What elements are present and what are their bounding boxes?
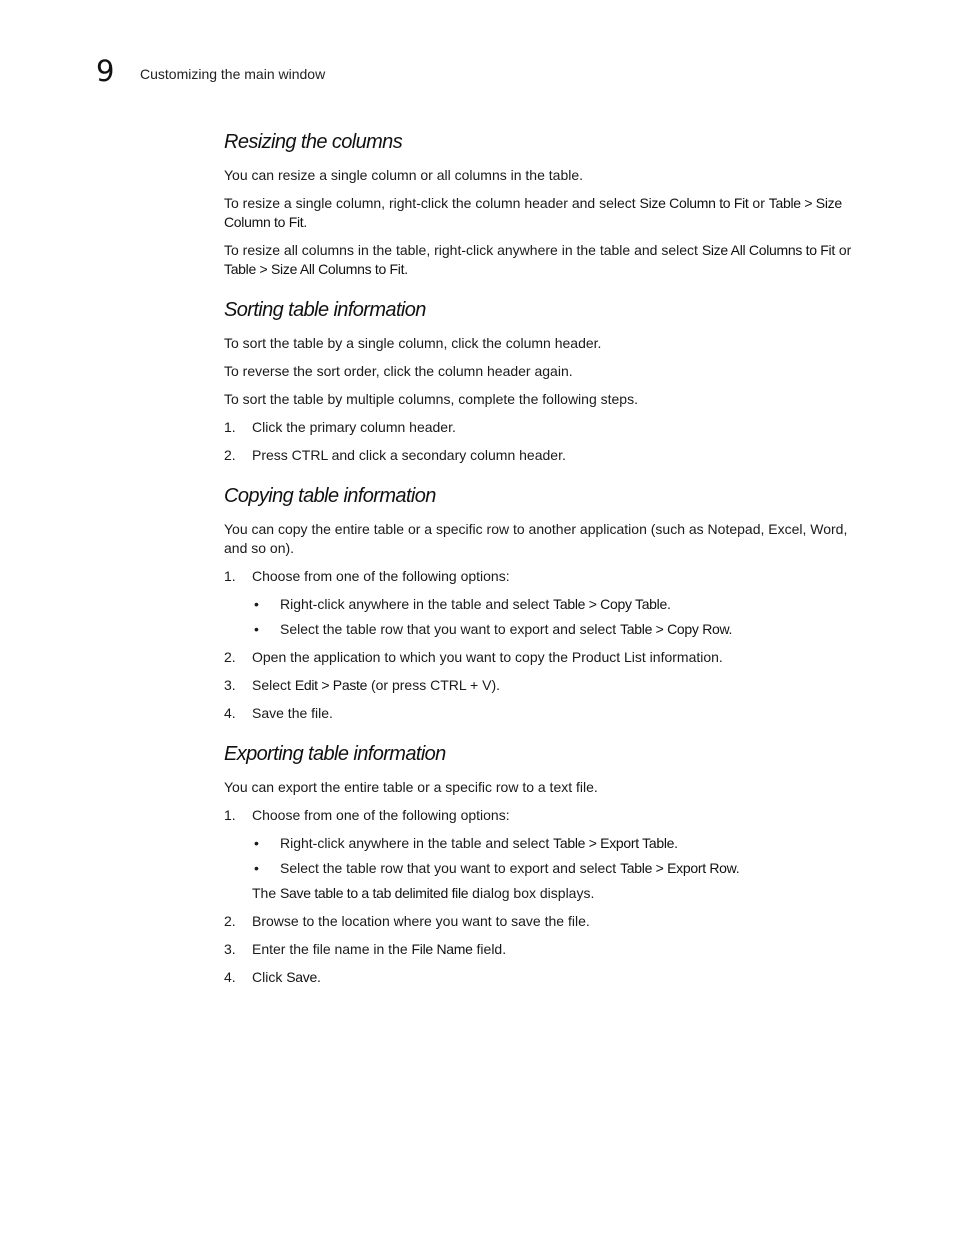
list-item bbox=[252, 620, 874, 639]
text: Select the table row that you want to export and select bbox=[280, 621, 621, 637]
text: (or press CTRL + V). bbox=[367, 677, 500, 693]
paragraph bbox=[224, 241, 874, 279]
step-number: 2. bbox=[224, 649, 236, 665]
steps-list bbox=[224, 418, 874, 465]
list-item bbox=[224, 968, 874, 987]
options-list bbox=[252, 834, 874, 878]
ui-command: Size All Columns to Fit bbox=[701, 242, 835, 258]
steps-list bbox=[224, 567, 874, 723]
text: dialog box displays. bbox=[468, 885, 595, 901]
section-exporting-table bbox=[224, 742, 874, 987]
text: . bbox=[404, 261, 409, 277]
steps-list bbox=[224, 806, 874, 987]
section-heading: Sorting table information bbox=[224, 299, 426, 321]
bullet: • bbox=[254, 621, 259, 637]
text: . bbox=[303, 214, 308, 230]
step-number: 4. bbox=[224, 969, 236, 985]
chapter-title: Customizing the main window bbox=[140, 66, 326, 82]
list-item bbox=[224, 912, 874, 931]
section-heading: Exporting table information bbox=[224, 743, 446, 765]
bullet: • bbox=[254, 596, 259, 612]
text: field. bbox=[472, 941, 507, 957]
text: . bbox=[316, 969, 321, 985]
text: or bbox=[834, 242, 852, 258]
section-copying-table bbox=[224, 484, 874, 723]
text: or bbox=[748, 195, 769, 211]
paragraph: To sort the table by a single column, click the column header. bbox=[224, 335, 602, 351]
list-item bbox=[224, 446, 874, 465]
list-item bbox=[224, 418, 874, 437]
paragraph: You can export the entire table or a specific row to a text file. bbox=[224, 779, 598, 795]
step-number: 1. bbox=[224, 419, 236, 435]
text: Right-click anywhere in the table and select bbox=[280, 835, 554, 851]
paragraph: To reverse the sort order, click the column header again. bbox=[224, 363, 573, 379]
list-item bbox=[224, 806, 874, 903]
step-text: Open the application to which you want to copy the Product List information. bbox=[252, 649, 723, 665]
text: Select bbox=[252, 677, 295, 693]
ui-command: Size Column to Fit bbox=[639, 195, 749, 211]
list-item bbox=[252, 859, 874, 878]
options-list bbox=[252, 595, 874, 639]
main-content bbox=[224, 130, 874, 1006]
text: . bbox=[674, 835, 679, 851]
list-item bbox=[224, 940, 874, 959]
section-heading: Copying table information bbox=[224, 485, 436, 507]
list-item bbox=[252, 595, 874, 614]
step-number: 4. bbox=[224, 705, 236, 721]
ui-command: Table > Export Row. bbox=[620, 860, 740, 876]
step-text: Choose from one of the following options: bbox=[252, 568, 510, 584]
list-item bbox=[224, 567, 874, 639]
step-number: 3. bbox=[224, 677, 236, 693]
text: Enter the file name in the bbox=[252, 941, 412, 957]
text: Select the table row that you want to export and select bbox=[280, 860, 621, 876]
step-number: 3. bbox=[224, 941, 236, 957]
ui-command: Table > Size Column to Fit bbox=[224, 195, 842, 230]
ui-command: Edit > Paste bbox=[294, 677, 368, 693]
section-heading: Resizing the columns bbox=[224, 131, 403, 153]
text: Right-click anywhere in the table and select bbox=[280, 596, 554, 612]
chapter-number: 9 bbox=[96, 54, 115, 88]
step-text: Choose from one of the following options: bbox=[252, 807, 510, 823]
bullet: • bbox=[254, 860, 259, 876]
list-item bbox=[252, 834, 874, 853]
step-number: 1. bbox=[224, 568, 236, 584]
step-number: 2. bbox=[224, 913, 236, 929]
paragraph bbox=[224, 194, 874, 232]
ui-command: Table > Size All Columns to Fit bbox=[224, 261, 405, 277]
ui-command: Table > Export Table bbox=[553, 835, 675, 851]
list-item bbox=[224, 704, 874, 723]
ui-command: Save table to a tab delimited file bbox=[280, 885, 469, 901]
step-number: 2. bbox=[224, 447, 236, 463]
ui-command: Save bbox=[286, 969, 317, 985]
paragraph: You can copy the entire table or a specific row to another application (such as Notepad, Excel, Word, and so on). bbox=[224, 521, 848, 556]
step-text: Save the file. bbox=[252, 705, 333, 721]
step-text: Click the primary column header. bbox=[252, 419, 456, 435]
ui-command: Table > Copy Table bbox=[553, 596, 667, 612]
text: To resize all columns in the table, right-click anywhere in the table and select bbox=[224, 242, 702, 258]
text: To resize a single column, right-click the column header and select bbox=[224, 195, 640, 211]
section-resizing-columns bbox=[224, 130, 874, 279]
list-item bbox=[224, 676, 874, 695]
text: Click bbox=[252, 969, 287, 985]
text: . bbox=[666, 596, 671, 612]
step-text: Press CTRL and click a secondary column header. bbox=[252, 447, 566, 463]
list-item bbox=[224, 648, 874, 667]
paragraph: You can resize a single column or all columns in the table. bbox=[224, 167, 584, 183]
bullet: • bbox=[254, 835, 259, 851]
section-sorting-table bbox=[224, 298, 874, 465]
step-number: 1. bbox=[224, 807, 236, 823]
dialog-note bbox=[252, 884, 874, 903]
paragraph: To sort the table by multiple columns, complete the following steps. bbox=[224, 391, 638, 407]
ui-command: File Name bbox=[411, 941, 473, 957]
text: The bbox=[252, 885, 281, 901]
ui-command: Table > Copy Row. bbox=[620, 621, 733, 637]
step-text: Browse to the location where you want to save the file. bbox=[252, 913, 590, 929]
